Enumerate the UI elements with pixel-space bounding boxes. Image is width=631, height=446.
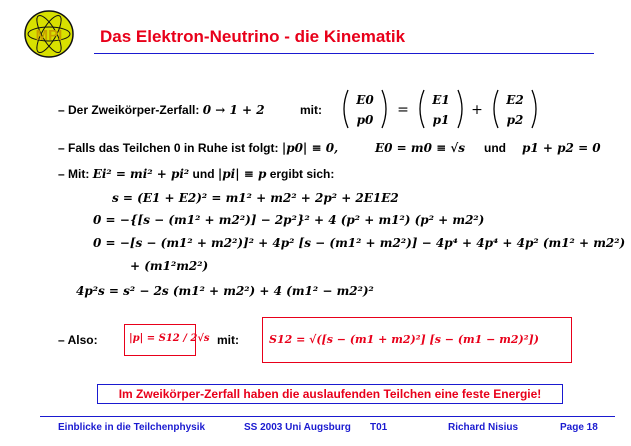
equation-4: + (m1²m2²) <box>130 259 209 273</box>
also-mit: mit: <box>217 333 239 347</box>
vector-plus: + <box>471 102 483 118</box>
bullet-with-text: – Mit: <box>58 167 90 181</box>
rest-energy-wrap <box>375 141 465 155</box>
bullet-decay-mit: mit: <box>300 103 322 117</box>
rest-momentum: |p0| ≡ 0, <box>281 141 339 155</box>
vec0-energy: E0 <box>356 93 374 107</box>
energy-relation: Ei² = mi² + pi² <box>92 167 190 181</box>
momentum-sum-wrap <box>522 141 601 155</box>
equation-1: s = (E1 + E2)² = m1² + m2² + 2p² + 2E1E2 <box>112 191 399 205</box>
footer-page: Page 18 <box>560 422 598 433</box>
conclusion-box: Im Zweikörper-Zerfall haben die auslaufenden Teilchen eine feste Energie! <box>97 384 563 404</box>
momentum-result: |p| = S12 / 2√s <box>129 333 210 344</box>
vec1-energy: E1 <box>432 93 450 107</box>
s12-definition-box <box>262 317 572 363</box>
vec1-momentum: p1 <box>432 113 450 127</box>
vector-equation <box>338 86 548 132</box>
footer-code: T01 <box>370 422 388 433</box>
rest-energy: E0 = m0 ≡ √s <box>375 141 466 155</box>
bullet-rest-und: und <box>484 141 506 155</box>
footer-semester: SS 2003 Uni Augsburg <box>244 422 351 433</box>
vec2-momentum: p2 <box>506 113 524 127</box>
footer-course: Einblicke in die Teilchenphysik <box>58 422 206 433</box>
bullet-decay-text: – Der Zweikörper-Zerfall: <box>58 103 200 117</box>
mpi-logo <box>22 8 76 60</box>
logo-text: MPI <box>35 27 63 44</box>
equation-3: 0 = −[s − (m1² + m2²)]² + 4p² [s − (m1² + m2²)] − 4p⁴ + 4p⁴ + 4p² (m1² + m2²) <box>93 236 626 250</box>
decay-formula: 0 → 1 + 2 <box>202 103 265 117</box>
bullet-with-und: und <box>192 167 215 181</box>
bullet-rest <box>58 141 338 155</box>
equation-5: 4p²s = s² − 2s (m1² + m2²) + 4 (m1² − m2²)² <box>76 284 374 298</box>
s12-definition: S12 = √([s − (m1 + m2)²] [s − (m1 − m2)²]) <box>269 333 539 346</box>
page-title: Das Elektron-Neutrino - die Kinematik <box>100 27 406 46</box>
bullet-rest-text: – Falls das Teilchen 0 in Ruhe ist folgt: <box>58 141 279 155</box>
vec0-momentum: p0 <box>356 113 374 127</box>
momentum-result-box <box>124 324 210 356</box>
footer-rule <box>40 416 615 417</box>
vec2-energy: E2 <box>506 93 524 107</box>
footer-author: Richard Nisius <box>448 422 519 433</box>
momentum-abs: |pi| ≡ p <box>217 167 267 181</box>
equation-2: 0 = −{[s − (m1² + m2²)] − 2p²}² + 4 (p² + m1²) (p² + m2²) <box>93 213 485 227</box>
title-rule <box>94 53 594 54</box>
vector-equals: = <box>397 102 409 118</box>
momentum-sum: p1 + p2 = 0 <box>522 141 601 155</box>
bullet-decay <box>58 103 265 117</box>
also-label: – Also: <box>58 333 98 347</box>
bullet-with-tail: ergibt sich: <box>269 167 335 181</box>
bullet-with <box>58 167 334 181</box>
